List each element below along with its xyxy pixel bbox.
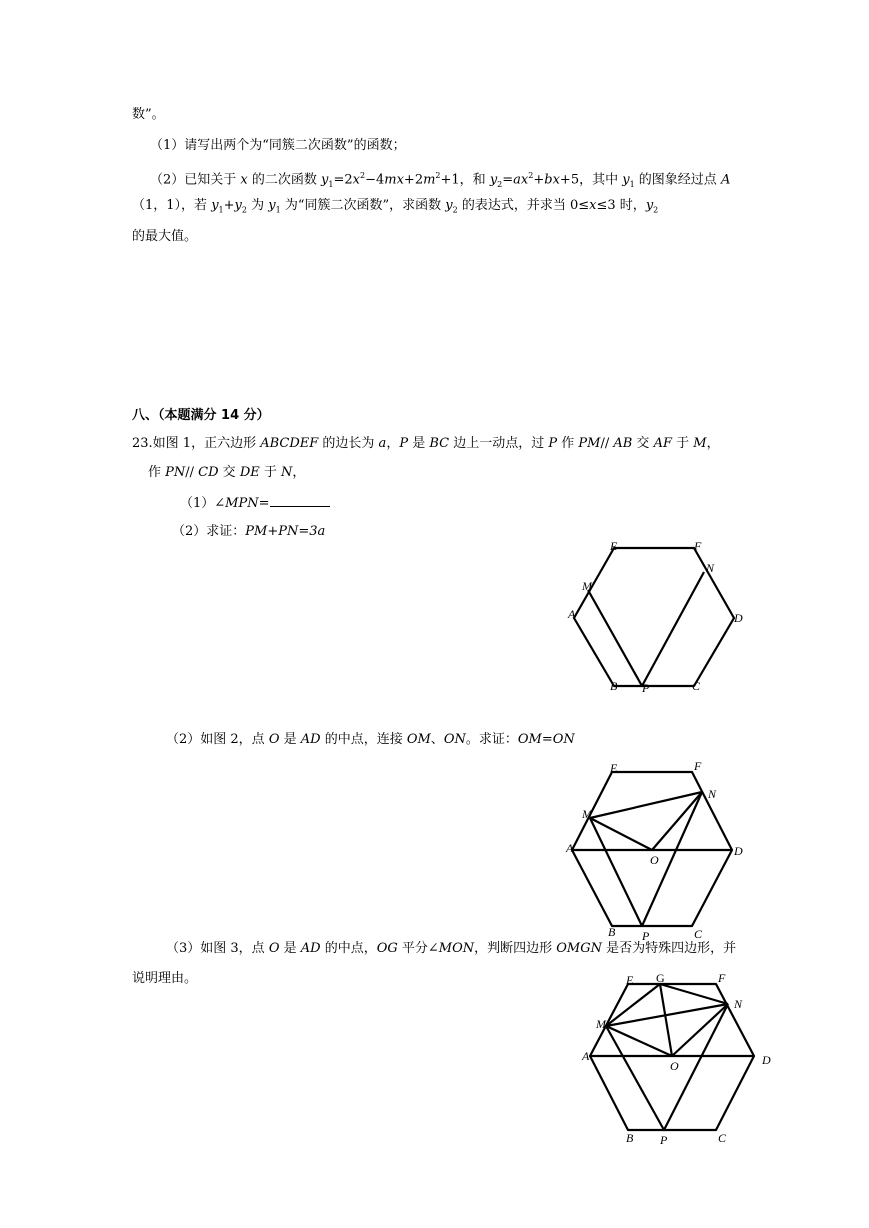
fig2-label-a: A — [566, 841, 574, 855]
q23-part3-line2: 说明理由。 — [132, 971, 198, 986]
fig1-line-pn — [642, 572, 704, 686]
section-8-heading: 八、（本题满分 14 分） — [132, 408, 270, 423]
q22-part1: （1）请写出两个为“同簇二次函数”的函数； — [150, 138, 406, 153]
q23-part2: （2）如图 2，点 O 是 AD 的中点，连接 OM、ON。求证：OM=ON — [166, 732, 575, 747]
fig1-label-p: P — [642, 681, 650, 695]
fig2-label-d: D — [734, 844, 743, 858]
fig1-label-e: E — [610, 539, 618, 553]
fig1-label-b: B — [610, 679, 618, 693]
fig3-label-g: G — [656, 971, 665, 985]
fig1-line-pm — [588, 590, 642, 686]
fig2-label-m: M — [582, 807, 592, 821]
fig3-line-og — [660, 984, 672, 1056]
q22-part2-line3: 的最大值。 — [132, 229, 198, 244]
figure-1-hexagon — [560, 538, 760, 698]
q22-part2-line2: （1，1），若 $y_1+y_2$ 为 $y_1$ 为“同簇二次函数”，求函数 $y_2$ 的表达式，并求当 0≤x≤3 时，$y_2$ — [132, 198, 659, 215]
fig1-label-d: D — [734, 611, 743, 625]
fig2-label-p: P — [642, 929, 650, 943]
q22-part2-line1: （2）已知关于 x 的二次函数 $y_1=2x^2-4mx+2m^2+1$，和 $y_2=ax^2+bx+5$，其中 $y_1$ 的图象经过点 A — [150, 171, 731, 189]
q23-line1: 23.如图 1，正六边形 ABCDEF 的边长为 a，P 是 BC 边上一动点，过 P 作 PM// AB 交 AF 于 M， — [132, 436, 720, 451]
figure-2-hexagon — [558, 758, 758, 943]
fig2-line-on — [652, 792, 702, 850]
fig1-label-c: C — [692, 679, 701, 693]
fig1-label-a: A — [568, 607, 576, 621]
fig3-label-p: P — [660, 1133, 668, 1147]
fig3-line-om — [606, 1026, 672, 1056]
fig3-label-b: B — [626, 1131, 634, 1145]
fig2-label-b: B — [608, 925, 616, 939]
fig3-label-a: A — [582, 1049, 590, 1063]
fig3-label-e: E — [626, 973, 634, 987]
fig3-line-pm — [606, 1026, 664, 1130]
q23-sub2: （2）求证：PM+PN=3a — [172, 524, 326, 539]
fig2-label-n: N — [708, 787, 717, 801]
fig1-label-m: M — [582, 579, 592, 593]
answer-blank — [270, 494, 330, 507]
figure-3-hexagon — [580, 970, 780, 1152]
fig3-label-f: F — [718, 971, 726, 985]
q23-part3-line1: （3）如图 3，点 O 是 AD 的中点，OG 平分∠MON，判断四边形 OMGN 是否为特殊四边形，并 — [166, 941, 737, 956]
fig3-line-gm — [606, 984, 660, 1026]
fig1-label-n: N — [706, 561, 715, 575]
fig3-label-n: N — [734, 997, 743, 1011]
fig2-line-pm — [590, 818, 642, 926]
fig2-label-e: E — [610, 761, 618, 775]
fig3-label-m: M — [596, 1017, 606, 1031]
fig2-line-mn — [590, 792, 702, 818]
fig2-label-c: C — [694, 927, 703, 941]
fig3-label-d: D — [762, 1053, 771, 1067]
fig3-label-c: C — [718, 1131, 727, 1145]
fig2-line-om — [590, 818, 652, 850]
fig2-label-o: O — [650, 853, 659, 867]
fig1-label-f: F — [694, 539, 702, 553]
q23-sub1: （1）∠MPN= — [180, 494, 330, 513]
fig3-label-o: O — [670, 1059, 679, 1073]
intro-tail: 数”。 — [132, 107, 165, 122]
q23-line2: 作 PN// CD 交 DE 于 N， — [148, 465, 306, 480]
fig2-label-f: F — [694, 759, 702, 773]
